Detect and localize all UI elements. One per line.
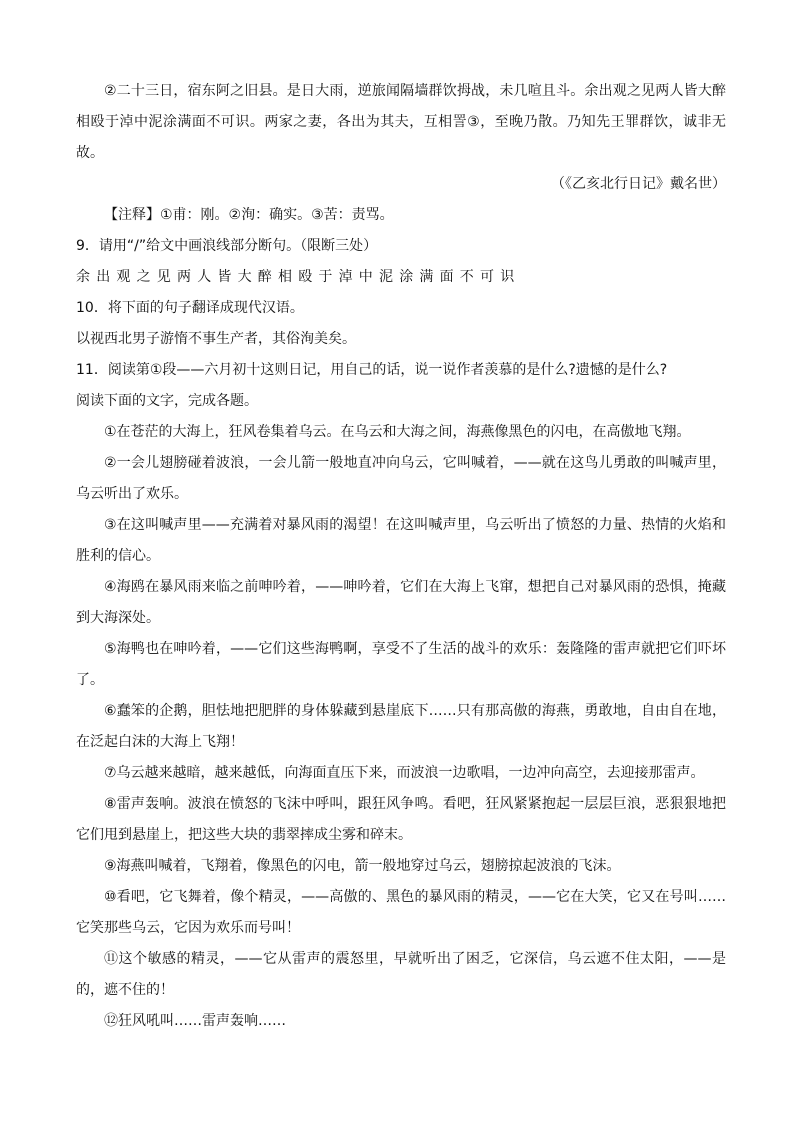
- passage-b-paragraph: ②一会儿翅膀碰着波浪，一会儿箭一般地直冲向乌云，它叫喊着，——就在这鸟儿勇敢的叫喊声里，乌云听出了欢乐。: [76, 455, 726, 502]
- passage-b-intro: 阅读下面的文字，完成各题。: [76, 393, 258, 409]
- passage-b-paragraph: ⑨海燕叫喊着，飞翔着，像黑色的闪电，箭一般地穿过乌云，翅膀掠起波浪的飞沫。: [104, 858, 621, 874]
- passage-b-paragraph: ⑪这个敏感的精灵，——它从雷声的震怒里，早就听出了困乏，它深信，乌云遮不住太阳，——是的，遮不住的！: [76, 951, 726, 998]
- passage-b-paragraph: ⑥蠢笨的企鹅，胆怯地把肥胖的身体躲藏到悬崖底下……只有那高傲的海燕，勇敢地，自由自在地，在泛起白沫的大海上飞翔！: [76, 703, 726, 750]
- passage-b-paragraph: ⑧雷声轰响。波浪在愤怒的飞沫中呼叫，跟狂风争鸣。看吧，狂风紧紧抱起一层层巨浪，恶狠狠地把它们甩到悬崖上，把这些大块的翡翠摔成尘雾和碎末。: [76, 796, 726, 843]
- question-11: 11．阅读第①段——六月初十这则日记，用自己的话，说一说作者羡慕的是什么?遗憾的是什么?: [76, 362, 668, 378]
- passage-a-paragraph-2: ②二十三日，宿东阿之旧县。是日大雨，逆旅闻隔墙群饮拇战，未几喧且斗。余出观之见两人皆大醉相殴于淖中泥涂满面不可识。两家之妻，各出为其夫，互相詈③，至晚乃散。乃知先王罪群饮，诚非无故。: [76, 83, 726, 161]
- question-10-text: 以视西北男子游惰不事生产者，其俗洵美矣。: [76, 331, 356, 347]
- passage-b-paragraph: ①在苍茫的大海上，狂风卷集着乌云。在乌云和大海之间，海燕像黑色的闪电，在高傲地飞翔。: [104, 424, 691, 440]
- passage-b-paragraph: ⑤海鸭也在呻吟着，——它们这些海鸭啊，享受不了生活的战斗的欢乐：轰隆隆的雷声就把它们吓坏了。: [76, 641, 726, 688]
- question-9-text: 余出观之见两人皆大醉相殴于淖中泥涂满面不可识: [76, 269, 521, 285]
- passage-b-paragraph: ⑩看吧，它飞舞着，像个精灵，——高傲的、黑色的暴风雨的精灵，——它在大笑，它又在号叫……它笑那些乌云，它因为欢乐而号叫！: [76, 889, 726, 936]
- passage-b-paragraph: ⑦乌云越来越暗，越来越低，向海面直压下来，而波浪一边歌唱，一边冲向高空，去迎接那雷声。: [104, 765, 705, 781]
- passage-b-paragraph: ④海鸥在暴风雨来临之前呻吟着，——呻吟着，它们在大海上飞窜，想把自己对暴风雨的恐惧，掩藏到大海深处。: [76, 579, 726, 626]
- passage-a-source: （《乙亥北行日记》戴名世）: [551, 176, 726, 192]
- passage-b-paragraph: ⑫狂风吼叫……雷声轰响……: [104, 1013, 286, 1029]
- document-content: [76, 76, 726, 1037]
- passage-a-notes: 【注释】①甫：刚。②洵：确实。③苦：责骂。: [104, 207, 394, 223]
- question-9: 9．请用“/”给文中画浪线部分断句。（限断三处）: [76, 238, 378, 254]
- passage-b-paragraph: ③在这叫喊声里——充满着对暴风雨的渴望！在这叫喊声里，乌云听出了愤怒的力量、热情的火焰和胜利的信心。: [76, 517, 726, 564]
- question-10: 10．将下面的句子翻译成现代汉语。: [76, 300, 304, 316]
